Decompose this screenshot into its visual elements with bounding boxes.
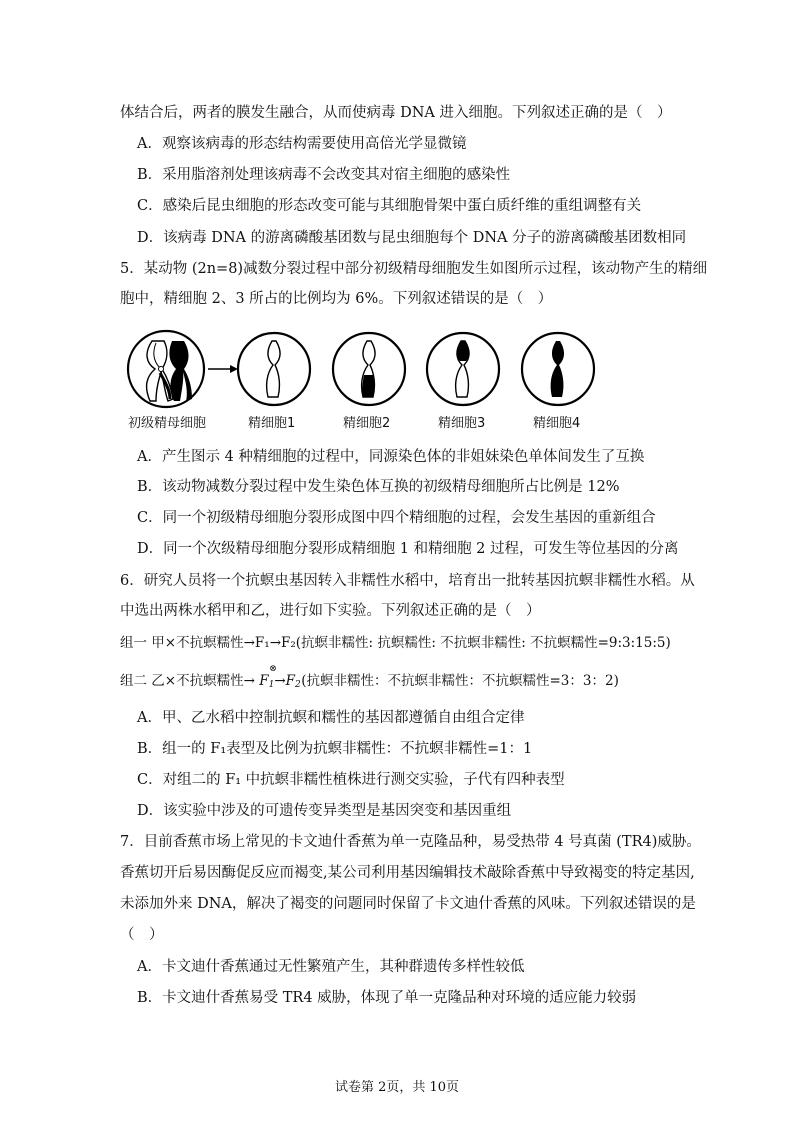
q7-stem-line3: 未添加外来 DNA，解决了褐变的问题同时保留了卡文迪什香蕉的风味。下列叙述错误的是 [120,896,696,912]
q5-option-d[interactable]: D．同一个次级精母细胞分裂形成精细胞 1 和精细胞 2 过程，可发生等位基因的分离 [137,541,679,557]
page-footer: 试卷第 2页，共 10页 [334,1080,460,1095]
q7-stem-line4: （ ） [120,927,164,943]
q6-group1: 组一 甲×不抗螟糯性→F₁→F₂(抗螟非糯性: 抗螟糯性: 不抗螟非糯性: 不抗螟糯性=9:3:15:5) [120,635,671,651]
q7-stem-line2: 香蕉切开后易因酶促反应而褐变,某公司利用基因编辑技术敲除香蕉中导致褐变的特定基因, [120,865,695,881]
q4-option-a[interactable]: A．观察该病毒的形态结构需要使用高倍光学显微镜 [137,136,467,152]
spermatid-1-drawing [238,333,310,405]
q6-stem-line2: 中选出两株水稻甲和乙，进行如下实验。下列叙述正确的是（ ） [120,603,541,619]
spermatid-4-drawing [522,333,594,405]
q6-option-b[interactable]: B．组一的 F₁表型及比例为抗螟非糯性：不抗螟非糯性=1：1 [137,741,533,757]
q7-option-a[interactable]: A．卡文迪什香蕉通过无性繁殖产生，其种群遗传多样性较低 [137,959,525,975]
q6-option-d[interactable]: D．该实验中涉及的可遗传变异类型是基因突变和基因重组 [137,803,512,819]
q6-stem-line1: 6．研究人员将一个抗螟虫基因转入非糯性水稻中，培育出一批转基因抗螟非糯性水稻。从 [120,573,695,589]
q6-option-a[interactable]: A．甲、乙水稻中控制抗螟和糯性的基因都遵循自由组合定律 [137,710,525,726]
q4-option-c[interactable]: C．感染后昆虫细胞的形态改变可能与其细胞骨架中蛋白质纤维的重组调整有关 [137,198,642,214]
q6-option-c[interactable]: C．对组二的 F₁ 中抗螟非糯性植株进行测交实验，子代有四种表型 [137,772,565,788]
q7-stem-line1: 7．目前香蕉市场上常见的卡文迪什香蕉为单一克隆品种，易受热带 4 号真菌 (TR4)威胁。 [120,834,701,850]
q4-option-b[interactable]: B．采用脂溶剂处理该病毒不会改变其对宿主细胞的感染性 [137,167,511,183]
q4-stem: 体结合后，两者的膜发生融合，从而使病毒 DNA 进入细胞。下列叙述正确的是（ ） [120,105,672,121]
label-primary-spermatocyte: 初级精母细胞 [128,416,207,431]
arrow-head [230,365,238,373]
q5-option-b[interactable]: B．该动物减数分裂过程中发生染色体互换的初级精母细胞所占比例是 12% [137,479,620,495]
q5-option-a[interactable]: A．产生图示 4 种精细胞的过程中，同源染色体的非姐妹染色单体间发生了互换 [137,449,645,465]
primary-spermatocyte-drawing [128,331,204,407]
q5-stem-line1: 5．某动物 (2n=8)减数分裂过程中部分初级精母细胞发生如图所示过程，该动物产生的精细 [120,261,708,277]
label-spermatid-3: 精细胞3 [438,416,486,431]
q5-option-c[interactable]: C．同一个初级精母细胞分裂形成图中四个精细胞的过程，会发生基因的重新组合 [137,510,656,526]
label-spermatid-1: 精细胞1 [248,416,296,431]
q7-option-b[interactable]: B．卡文迪什香蕉易受 TR4 威胁，体现了单一克隆品种对环境的适应能力较弱 [137,990,637,1006]
q6-group2-prefix: 组二 乙×不抗螟糯性→ [120,673,260,689]
spermatid-2-drawing [333,333,405,405]
q6-group2-suffix: (抗螟非糯性：不抗螟非糯性：不抗螟糯性=3：3：2) [301,673,619,689]
q4-option-d[interactable]: D．该病毒 DNA 的游离磷酸基团数与昆虫细胞每个 DNA 分子的游离磷酸基团数相同 [137,230,687,246]
label-spermatid-4: 精细胞4 [533,416,581,431]
q6-group2 [120,664,619,695]
label-spermatid-2: 精细胞2 [343,416,391,431]
q5-stem-line2: 胞中，精细胞 2、3 所占的比例均为 6%。下列叙述错误的是（ ） [120,291,553,307]
selfing-notation: ⊗ $F_1\to F_2$ [259,664,301,690]
spermatid-3-drawing [427,333,499,405]
